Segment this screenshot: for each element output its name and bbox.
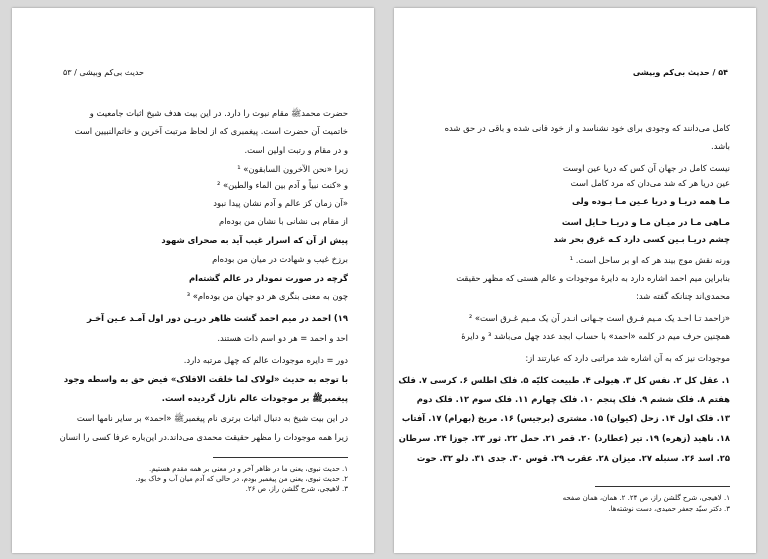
footnote: ۱. لاهیجی، شرح گلشن راز، ص ۲۴. ۲. همان، همان صفحه — [562, 494, 730, 502]
text-line: زیرا همه موجودات را مظهر حقیقت محمدی می‌داند.در این‌باره عرفا کسی را انسان — [59, 432, 348, 442]
text-line: دور = دایره موجودات عالم که چهل مرتبه دارد. — [183, 355, 348, 365]
text-line: مـا همه دریـا و دریا عـین مـا بـوده ولی — [572, 196, 730, 206]
text-line: و در مقام و رتبت اولین است. — [244, 145, 348, 155]
text-line: ۲۵. اسد ۲۶. سنبله ۲۷. میزان ۲۸. عقرب ۲۹. قوس ۳۰. جدی ۳۱. دلو ۳۲. حوت — [416, 453, 730, 463]
text-line: ورنه نقش موج بیند هر که او بر ساحل است. ¹ — [569, 255, 730, 265]
text-line: کامل می‌دانند که وجودی برای خود نشناسد و از خود فانی شده و باقی در حق شده — [444, 123, 730, 133]
text-line: و «کنت نبیاً و آدم بین الماء والطین» ² — [216, 180, 348, 190]
footnote: ۳. لاهیجی، شرح گلشن راز، ص ۲۶. — [245, 485, 348, 493]
footnote-rule — [213, 457, 348, 458]
footnote: ۱. حدیث نبوی، یعنی ما در ظاهر آخر و در معنی بر همه مقدم هستیم. — [148, 465, 348, 473]
text-line: عین دریا هر که شد می‌دان که مرد کامل است — [570, 178, 730, 188]
text-line: حضرت محمدﷺ مقام نبوت را دارد. در این بیت هدف شیخ اثبات جامعیت و — [89, 108, 348, 118]
text-line: پیغمبرﷺ بر موجودات عالم نازل گردیده است. — [161, 393, 348, 403]
text-line: محمدی‌اند چنانکه گفته شد: — [636, 291, 730, 301]
text-line: نیست کامل در جهان آن کس که دریا عین اوست — [562, 163, 730, 173]
text-line: ۱۸. ناهید (زهره) ۱۹. تیر (عطارد) ۲۰. قمر ۲۱. حمل ۲۲. ثور ۲۳. جوزا ۲۴. سرطان — [398, 433, 730, 443]
text-line: چون به معنی بنگری هر دو جهان من بوده‌ام» ³ — [186, 291, 348, 301]
left-page — [12, 8, 374, 553]
text-line: احد و احمد = هر دو اسم ذات هستند. — [217, 333, 348, 343]
text-line: بنابراین میم احمد اشاره دارد به دایرهٔ موجودات و عالم هستی که مظهر حقیقت — [456, 273, 730, 283]
text-line: ۱۳. فلک اول ۱۴. زحل (کیوان) ۱۵. مشتری (برجیس) ۱۶. مریخ (بهرام) ۱۷. آفتاب — [401, 413, 730, 423]
text-line: مـاهی مـا در میـان مـا و دریـا حـایل است — [561, 217, 730, 227]
right-page-header: ۵۴ / حدیث بی‌کم وبیشی — [632, 68, 728, 77]
text-line: پیش از آن که اسرار غیب آید به صحرای شهود — [161, 235, 348, 245]
text-line: موجودات نیز که به آن اشاره شد مراتبی دارد که عبارتند از: — [525, 353, 730, 363]
text-line: هفتم ۸. فلک ششم ۹. فلک پنجم ۱۰. فلک چهارم ۱۱. فلک سوم ۱۲. فلک دوم — [416, 394, 730, 404]
text-line: باشد. — [711, 141, 730, 151]
right-page — [394, 8, 756, 553]
text-line: با توجه به حدیث «لولاک لما خلقت الافلاک» فیض حق به واسطه وجود — [63, 374, 348, 384]
text-line: «آن زمان کز عالم و آدم نشان پیدا نبود — [213, 198, 348, 208]
text-line: گرچه در صورت نمودار در عالم گشته‌ام — [189, 273, 348, 283]
footnote: ۲. حدیث نبوی، یعنی من پیغمبر بودم، در حالی که آدم میان آب و خاک بود. — [135, 475, 348, 483]
text-line: همچنین حرف میم در کلمه «احمد» با حساب ابجد عدد چهل می‌باشد ³ و دایرهٔ — [461, 331, 730, 341]
text-line: از مقام بی نشانی با نشان من بوده‌ام — [219, 216, 348, 226]
left-page-header: حدیث بی‌کم وبیشی / ۵۳ — [62, 68, 144, 77]
text-line: برزخ غیب و شهادت در میان من بوده‌ام — [212, 254, 348, 264]
text-line: چشم دریـا بـین کسی دارد کـه غرق بحر شد — [553, 234, 730, 244]
footnote: ۳. دکتر سیّد جعفر حمیدی، دست نوشته‌ها. — [608, 505, 730, 513]
text-line: زیرا «نحن الآخرون السابقون» ¹ — [237, 164, 348, 174]
text-line: در این بیت شیخ به دنبال اثبات برتری نام پیغمبرﷺ «احمد» بر سایر نامها است — [76, 413, 348, 423]
text-line: ۱۹) احمد در میم احمد گشت ظاهر دریـن دور اول آمـد عـین آخـر — [87, 313, 348, 323]
footnote-rule — [595, 486, 730, 487]
text-line: ۱. عقل کل ۲. نفس کل ۳. هیولی ۴. طبیعت کلیّه ۵. فلک اطلس ۶. کرسی ۷. فلک — [398, 375, 730, 385]
text-line: خاتمیت آن حضرت است. پیغمبری که از لحاظ مرتبت آخرین و خاتم‌النبیین است — [74, 126, 348, 136]
text-line: «زاحمد تـا احـد یک مـیم فـرق است جـهانی انـدر آن یک مـیم غـرق است» ² — [468, 313, 730, 323]
